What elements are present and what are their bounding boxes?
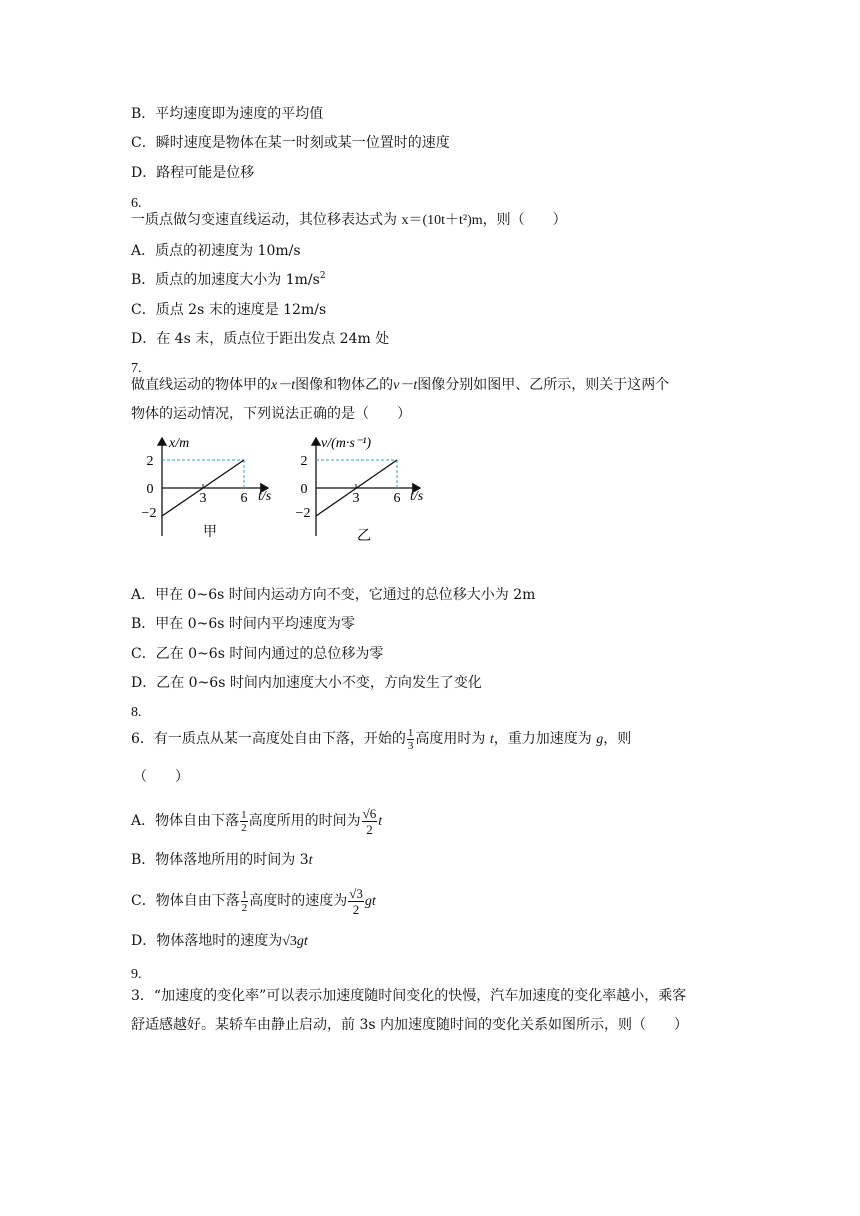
q8-paren: （ ） <box>133 769 189 785</box>
q8-option-b: B．物体落地所用的时间为 3t <box>131 852 313 868</box>
graph-jia <box>140 432 290 550</box>
fraction-half: $\frac{1}{2}$ <box>241 808 247 834</box>
tick-y-top: 2 <box>146 454 154 469</box>
fraction-sqrt6-over-2: $\frac{√6}{2}$ <box>362 805 377 837</box>
q8-number: 8. <box>131 705 142 720</box>
q7-stem-line1: 做直线运动的物体甲的x－t图像和物体乙的v－t图像分别如图甲、乙所示，则关于这两个 <box>131 377 670 393</box>
q6-option-c: C．质点 2s 末的速度是 12m/s <box>131 302 327 318</box>
q6-option-a: A．质点的初速度为 10m/s <box>131 243 301 259</box>
q6-option-b: B．质点的加速度大小为 $1m/s^2$ <box>131 271 326 288</box>
tick-y-zero: 0 <box>300 482 308 497</box>
tick-x-end: 6 <box>240 491 248 506</box>
q6-stem: 一质点做匀变速直线运动，其位移表达式为 x＝(10t＋t²)m，则（ ） <box>131 212 567 228</box>
caption-jia: 甲 <box>203 525 217 540</box>
q6-number: 6. <box>131 196 142 211</box>
caption-yi: 乙 <box>357 529 371 544</box>
q7-option-c: C．乙在 0~6s 时间内通过的总位移为零 <box>131 646 384 662</box>
q5-option-b: B．平均速度即为速度的平均值 <box>131 106 324 122</box>
q7-number: 7. <box>131 361 142 376</box>
q5-option-c: C．瞬时速度是物体在某一时刻或某一位置时的速度 <box>131 135 450 151</box>
fraction-half: $\frac{1}{2}$ <box>241 888 248 914</box>
q5-option-d: D．路程可能是位移 <box>131 165 255 181</box>
q8-option-c: C．物体自由下落 $\frac{1}{2}$ 高度时的速度为 $\frac{√3}{2}$ gt <box>131 885 376 917</box>
sqrt3: √3 <box>282 934 297 949</box>
tick-x-mid: 3 <box>352 491 360 506</box>
q9-stem-line1: 3．“加速度的变化率”可以表示加速度随时间变化的快慢，汽车加速度的变化率越小，乘客 <box>131 988 687 1004</box>
q7-option-d: D．乙在 0~6s 时间内加速度大小不变，方向发生了变化 <box>131 675 482 691</box>
q7-stem-line2: 物体的运动情况，下列说法正确的是（ ） <box>131 406 411 422</box>
q6-formula: x＝(10t＋t²)m <box>401 213 483 228</box>
q6-option-d: D．在 4s 末，质点位于距出发点 24m 处 <box>131 331 390 347</box>
q8-option-a: A．物体自由下落 $\frac{1}{2}$ 高度所用的时间为 $\frac{√6}{2}$ t <box>131 805 383 837</box>
q9-number: 9. <box>131 967 142 982</box>
tick-y-bottom: −2 <box>295 506 311 521</box>
q7-option-b: B．甲在 0~6s 时间内平均速度为零 <box>131 616 355 632</box>
q8-option-d: D．物体落地时的速度为√3gt <box>131 933 308 949</box>
fraction-sqrt3-over-2: $\frac{√3}{2}$ <box>349 885 363 917</box>
q8-stem: 6．有一质点从某一高度处自由下落，开始的 $\frac{1}{3}$ 高度用时为 t，重力加速度为 g，则 <box>131 726 632 752</box>
y-axis-label: v/(m·s⁻¹) <box>321 436 372 451</box>
tick-x-end: 6 <box>393 491 401 506</box>
tick-y-bottom: −2 <box>141 506 157 521</box>
tick-x-mid: 3 <box>199 491 207 506</box>
graph-yi <box>292 432 442 550</box>
x-axis-label: t/s <box>410 489 424 504</box>
q8-fraction-one-third: $\frac{1}{3}$ <box>407 726 414 752</box>
y-axis-label: x/m <box>169 436 190 451</box>
q7-option-a: A．甲在 0~6s 时间内运动方向不变，它通过的总位移大小为 2m <box>131 587 536 603</box>
x-axis-label: t/s <box>258 489 272 504</box>
tick-y-top: 2 <box>300 454 308 469</box>
tick-y-zero: 0 <box>146 482 154 497</box>
q9-stem-line2: 舒适感越好。某轿车由静止启动，前 3s 内加速度随时间的变化关系如图所示，则（ ） <box>131 1017 688 1033</box>
